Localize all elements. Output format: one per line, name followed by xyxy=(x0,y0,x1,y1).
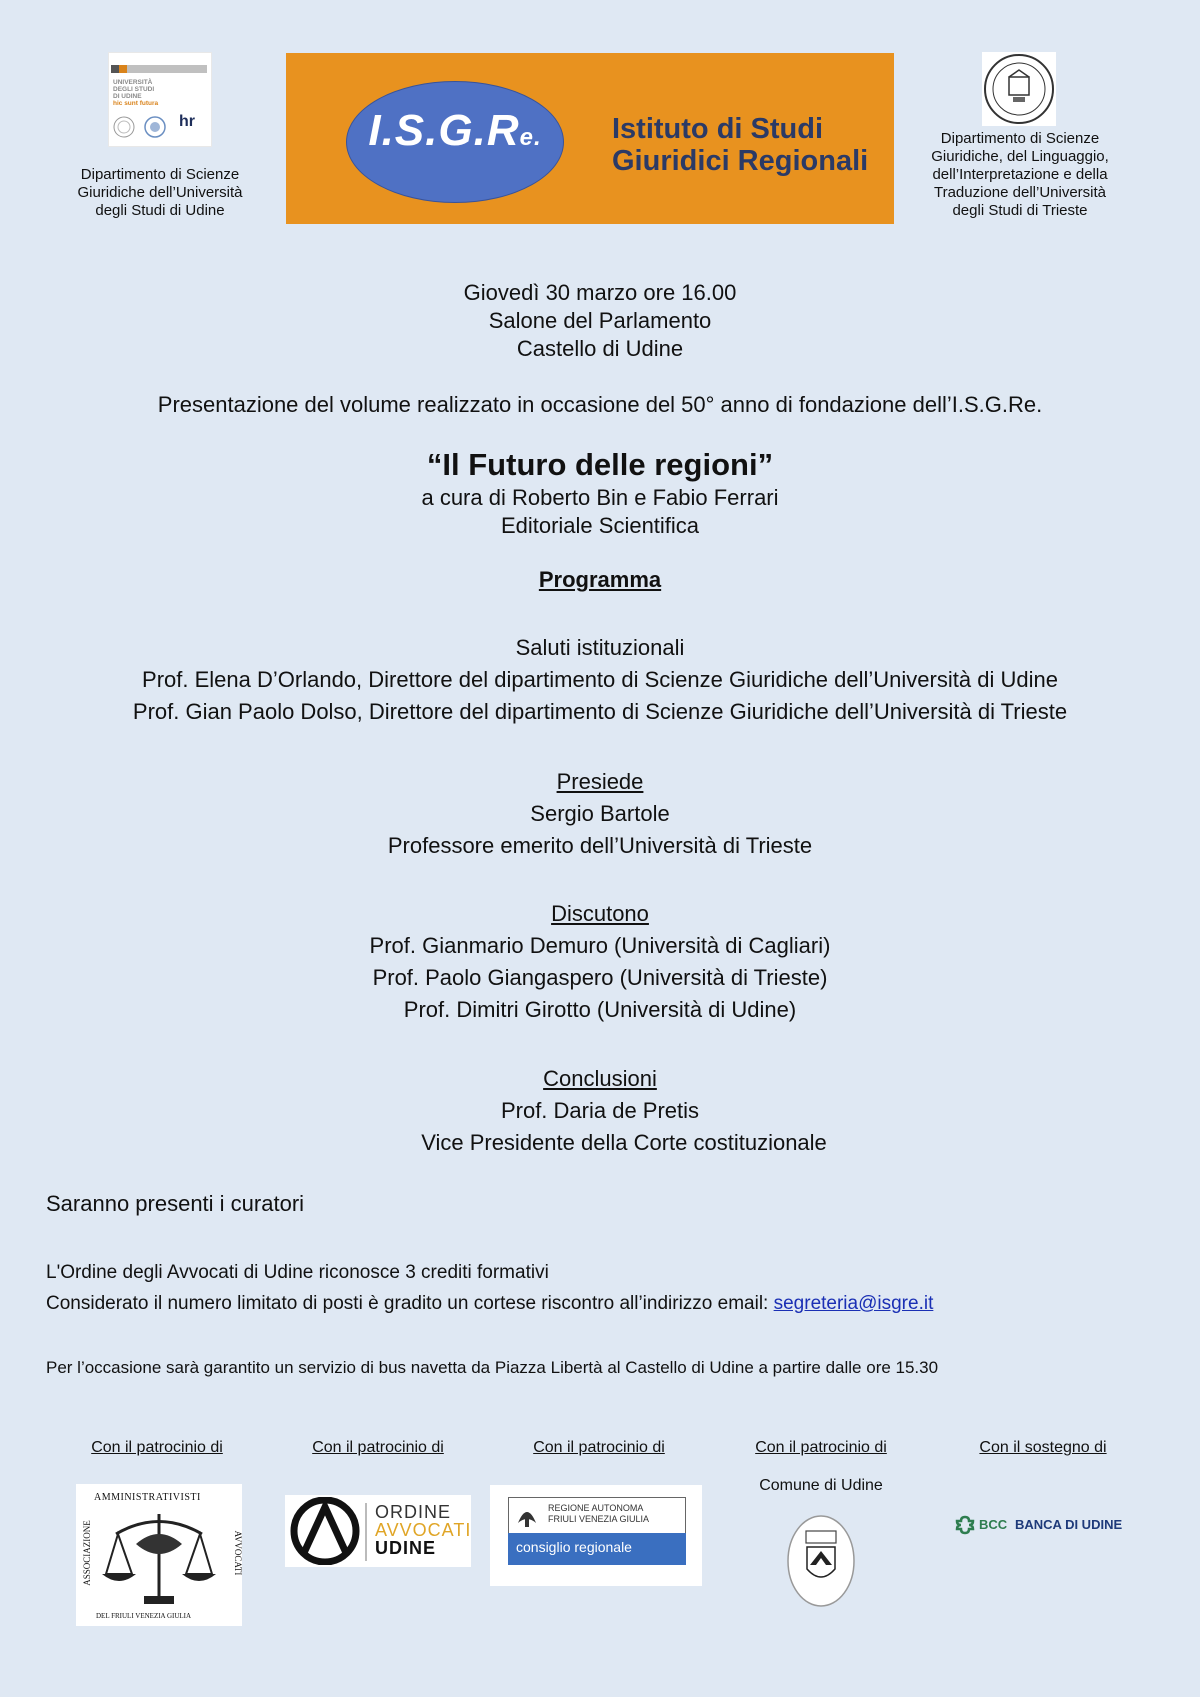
dept-udine-line: Giuridiche dell’Università xyxy=(77,184,243,201)
bcc-logo-text: BANCA DI UDINE xyxy=(1015,1517,1123,1532)
ordine-logo-line: UDINE xyxy=(375,1538,437,1558)
program-line: Prof. Dimitri Girotto (Università di Udine) xyxy=(403,997,797,1022)
eagle-icon xyxy=(514,1499,540,1529)
dept-udine-line: degli Studi di Udine xyxy=(95,202,225,219)
event-place: Castello di Udine xyxy=(516,336,684,361)
sponsor-label: Con il patrocinio di xyxy=(91,1439,223,1456)
section-title: Discutono xyxy=(551,901,649,926)
dept-trieste-line: degli Studi di Trieste xyxy=(952,202,1088,219)
sponsor-label: Con il sostegno di xyxy=(979,1439,1107,1456)
program-line: Sergio Bartole xyxy=(530,801,670,826)
section-title: Saluti istituzionali xyxy=(515,635,685,660)
dept-trieste-line: dell’Interpretazione e della xyxy=(932,166,1108,183)
book-title: “Il Futuro delle regioni” xyxy=(426,447,774,482)
program-saluti xyxy=(40,632,1160,728)
units-seal-icon xyxy=(982,52,1056,126)
uniud-motto: hic sunt futura xyxy=(113,100,159,107)
program-line: Prof. Daria de Pretis xyxy=(500,1098,700,1123)
amm-logo-text: DEL FRIULI VENEZIA GIULIA xyxy=(96,1612,192,1620)
program-presiede xyxy=(100,766,1100,862)
program-line: Professore emerito dell’Università di Trieste xyxy=(387,833,813,858)
comune-caption: Comune di Udine xyxy=(759,1477,883,1494)
section-title: Presiede xyxy=(556,769,644,794)
program-line: Prof. Gianmario Demuro (Università di Cagliari) xyxy=(369,933,831,958)
regione-logo-line: REGIONE AUTONOMA xyxy=(548,1503,644,1513)
uniud-logo-line: DI UDINE xyxy=(113,93,142,100)
sponsor-label: Con il patrocinio di xyxy=(755,1439,887,1456)
ordine-emblem-icon xyxy=(289,1497,361,1565)
email-link[interactable]: segreteria@isgre.it xyxy=(773,1293,934,1314)
isgre-acronym: I.S.G.Re. xyxy=(368,106,542,155)
isgre-name-line: Istituto di Studi xyxy=(612,113,824,145)
presentation-text: Presentazione del volume realizzato in occasione del 50° anno di fondazione dell’I.S.G.Re. xyxy=(157,392,1043,417)
program-discutono xyxy=(100,898,1100,1026)
scales-eagle-icon xyxy=(96,1504,222,1610)
isgre-full-name xyxy=(612,113,882,177)
isgre-banner xyxy=(286,53,894,224)
bcc-clover-icon xyxy=(955,1515,975,1535)
ordine-logo-line: AVVOCATI xyxy=(375,1520,472,1540)
ordine-logo-line: ORDINE xyxy=(375,1502,452,1522)
program-conclusioni xyxy=(100,1063,1100,1159)
shuttle-note: Per l’occasione sarà garantito un servizio di bus navetta da Piazza Libertà al Castello di Udine a partire dalle ore 15.30 xyxy=(46,1358,939,1377)
dept-udine-line: Dipartimento di Scienze xyxy=(80,166,240,183)
program-line: Prof. Elena D’Orlando, Direttore del dipartimento di Scienze Giuridiche dell’Università di Udine xyxy=(142,667,1058,692)
book-editors: a cura di Roberto Bin e Fabio Ferrari xyxy=(421,485,779,510)
program-line: Prof. Paolo Giangaspero (Università di Trieste) xyxy=(372,965,828,990)
event-info xyxy=(100,279,1100,363)
curatori-note: Saranno presenti i curatori xyxy=(46,1191,305,1216)
consiglio-regionale-logo xyxy=(490,1485,702,1586)
regione-logo-line: consiglio regionale xyxy=(516,1539,632,1555)
amm-logo-text: ASSOCIAZIONE xyxy=(82,1520,92,1586)
event-date-time: Giovedì 30 marzo ore 16.00 xyxy=(463,280,737,305)
isgre-name-line: Giuridici Regionali xyxy=(612,145,869,177)
book-publisher: Editoriale Scientifica xyxy=(500,513,700,538)
uniud-logo-line: DEGLI STUDI xyxy=(113,86,155,93)
program-line: Vice Presidente della Corte costituzionale xyxy=(421,1130,827,1155)
amministrativisti-logo xyxy=(76,1484,242,1626)
uniud-logo xyxy=(108,52,212,147)
ordine-avvocati-logo xyxy=(285,1495,471,1567)
dept-udine-caption xyxy=(60,166,260,220)
credits-note: L'Ordine degli Avvocati di Udine riconosce 3 crediti formativi xyxy=(46,1262,549,1283)
dept-trieste-line: Giuridiche, del Linguaggio, xyxy=(931,148,1109,165)
sponsor-label: Con il patrocinio di xyxy=(533,1439,665,1456)
program-line: Prof. Gian Paolo Dolso, Direttore del dipartimento di Scienze Giuridiche dell’Università di Trieste xyxy=(132,699,1068,724)
section-title: Conclusioni xyxy=(543,1066,657,1091)
bcc-logo-text: BCC xyxy=(979,1517,1008,1532)
regione-logo-line: FRIULI VENEZIA GIULIA xyxy=(548,1514,650,1524)
dept-trieste-caption xyxy=(898,130,1142,220)
amm-logo-text: AMMINISTRATIVISTI xyxy=(94,1492,201,1503)
dept-trieste-line: Dipartimento di Scienze xyxy=(940,130,1100,147)
comune-crest-icon xyxy=(786,1513,856,1609)
contact-note xyxy=(46,1291,933,1317)
units-seal-logo xyxy=(982,52,1056,126)
hr-excellence-mark: hr xyxy=(179,113,195,130)
bcc-banca-udine-logo xyxy=(955,1510,1135,1540)
contact-text: Considerato il numero limitato di posti è gradito un cortese riscontro all’indirizzo email: xyxy=(46,1293,774,1314)
amm-logo-text: AVVOCATI xyxy=(233,1530,243,1576)
program-heading: Programma xyxy=(538,567,662,592)
uniud-logo-line: UNIVERSITÀ xyxy=(113,79,153,86)
comune-udine-crest xyxy=(786,1513,856,1609)
sponsor-label: Con il patrocinio di xyxy=(312,1439,444,1456)
book-info xyxy=(100,484,1100,540)
event-venue: Salone del Parlamento xyxy=(488,308,712,333)
dept-trieste-line: Traduzione dell’Università xyxy=(933,184,1107,201)
